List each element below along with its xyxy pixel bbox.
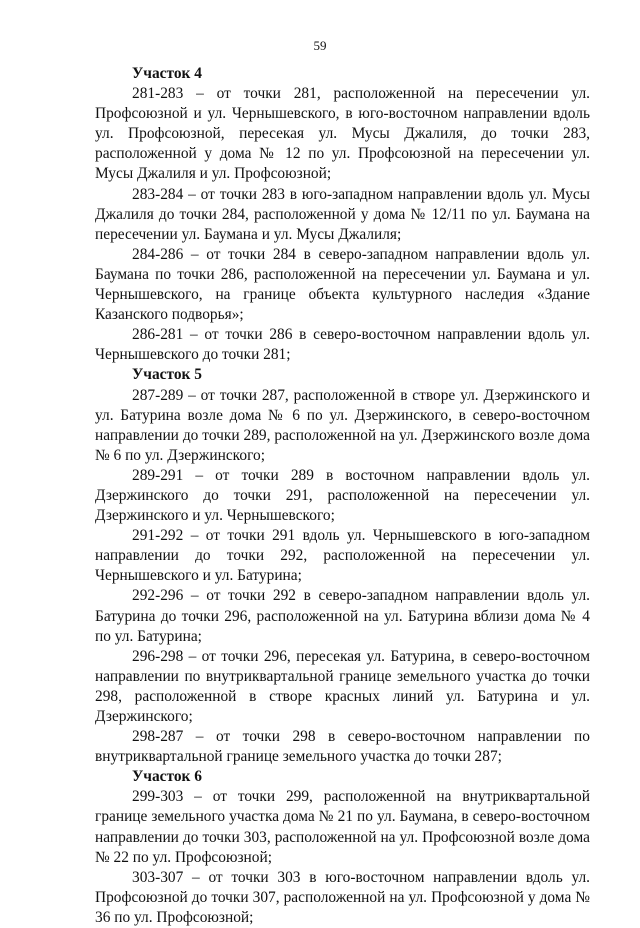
paragraph: 289-291 – от точки 289 в восточном направлении вдоль ул. Дзержинского до точки 291, расположенной на пересечении ул. Дзержинского и ул. Чернышевского; (95, 466, 590, 525)
page-number: 59 (313, 38, 327, 53)
paragraph: 291-292 – от точки 291 вдоль ул. Чернышевского в юго-западном направлении до точки 292, расположенной на пересечении ул. Чернышевского и ул. Батурина; (95, 527, 590, 585)
section-heading: Участок 5 (132, 366, 202, 384)
paragraph: 299-303 – от точки 299, расположенной на внутриквартальной границе земельного участка дома № 21 по ул. Баумана, в северо-восточном направлении до точки 303, расположенной на ул. Профсоюзной возле дома № 22 по ул. Профсоюзной; (95, 788, 590, 866)
paragraph: 287-289 – от точки 287, расположенной в створе ул. Дзержинского и ул. Батурина возле дома № 6 по ул. Дзержинского, в северо-восточном направлении до точки 289, расположенной на ул. Дзержинского возле дома № 6 по ул. Дзержинского; (95, 386, 590, 464)
paragraph: 284-286 – от точки 284 в северо-западном направлении вдоль ул. Баумана по точки 286, расположенной на пересечении ул. Баумана и ул. Чернышевского, на границе объекта культурного наследия «Здание Казанского подворья»; (95, 245, 590, 324)
paragraph: 283-284 – от точки 283 в юго-западном направлении вдоль ул. Мусы Джалиля до точки 284, расположенной у дома № 12/11 по ул. Баумана на пересечении ул. Баумана и ул. Мусы Джалиля; (95, 185, 590, 243)
section-heading: Участок 4 (132, 65, 202, 82)
paragraph: 286-281 – от точки 286 в северо-восточном направлении вдоль ул. Чернышевского до точки 281; (95, 326, 590, 364)
document-body (95, 64, 590, 928)
paragraph: 303-307 – от точки 303 в юго-восточном направлении вдоль ул. Профсоюзной до точки 307, расположенной на ул. Профсоюзной у дома № 36 по ул. Профсоюзной; (95, 868, 590, 926)
paragraph: 281-283 – от точки 281, расположенной на пересечении ул. Профсоюзной и ул. Чернышевского, в юго-восточном направлении вдоль ул. Профсоюзной, пересекая ул. Мусы Джалиля, до точки 283, расположенной у дома № 12 по ул. Профсоюзной на пересечении ул. Мусы Джалиля и ул. Профсоюзной; (95, 85, 590, 183)
paragraph: 296-298 – от точки 296, пересекая ул. Батурина, в северо-восточном направлении по внутриквартальной границе земельного участка до точки 298, расположенной в створе красных линий ул. Батурина и ул. Дзержинского; (95, 647, 590, 725)
paragraph: 298-287 – от точки 298 в северо-восточном направлении по внутриквартальной границе земельного участка до точки 287; (95, 728, 590, 766)
paragraph: 292-296 – от точки 292 в северо-западном направлении вдоль ул. Батурина до точки 296, расположенной на ул. Батурина вблизи дома № 4 по ул. Батурина; (95, 587, 590, 645)
section-heading: Участок 6 (132, 768, 202, 786)
